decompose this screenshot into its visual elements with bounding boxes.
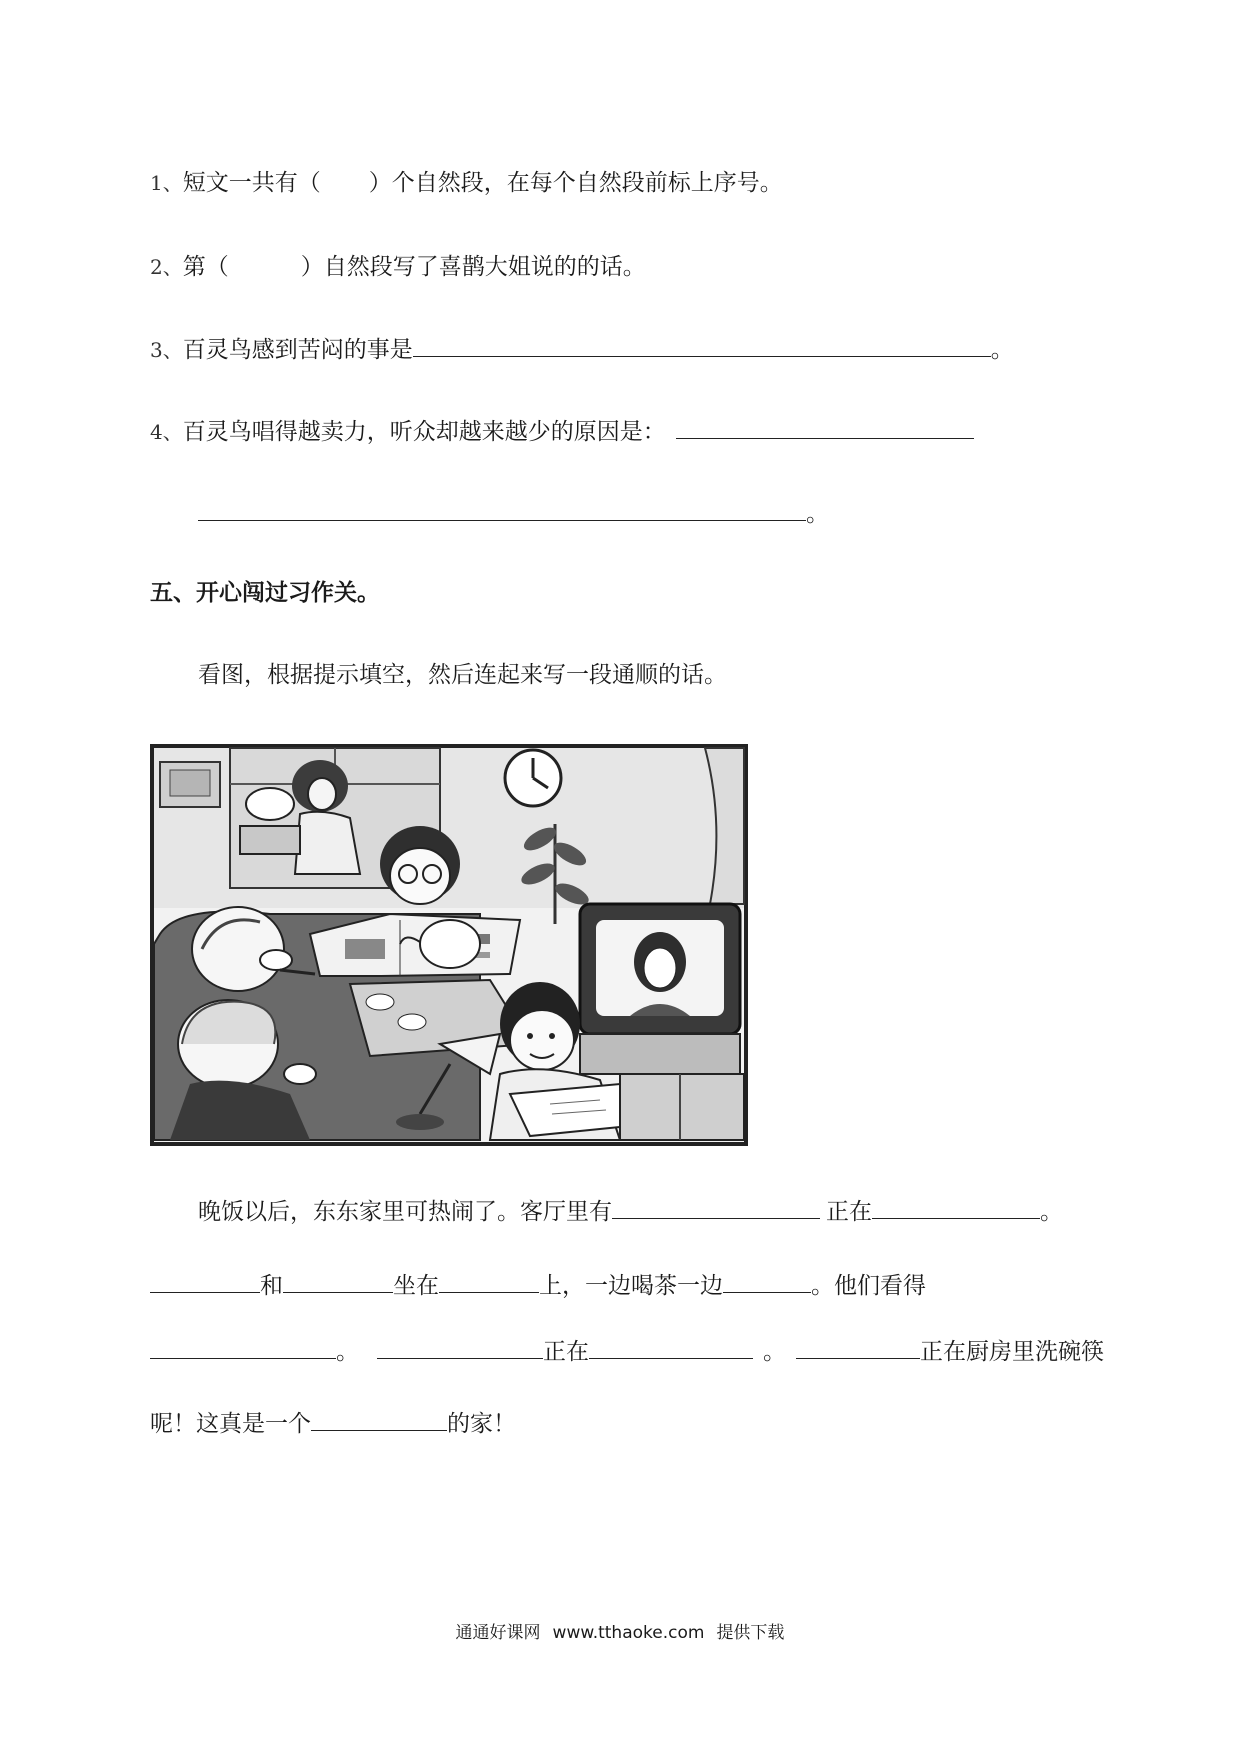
question-3 [150, 334, 1014, 365]
fill-blank[interactable] [612, 1196, 820, 1219]
question-number: 2、 [150, 255, 183, 279]
para-text: 的家！ [447, 1411, 516, 1437]
fill-blank[interactable] [439, 1270, 539, 1293]
question-number: 1、 [150, 171, 183, 195]
question-2 [150, 252, 646, 282]
fill-blank[interactable] [283, 1270, 393, 1293]
fill-blank[interactable] [311, 1408, 447, 1431]
question-4-continued [198, 498, 829, 529]
footer-tail: 提供下载 [716, 1623, 785, 1643]
para-line-3 [150, 1336, 1104, 1367]
para-line-1 [198, 1196, 1063, 1227]
fill-blank[interactable] [723, 1270, 811, 1293]
para-line-2 [150, 1270, 926, 1301]
question-text: 短文一共有（ [182, 170, 321, 196]
wall-picture [160, 762, 220, 807]
para-text: 正在 [543, 1339, 589, 1365]
para-text: 。 [763, 1339, 786, 1365]
question-text: ）自然段写了喜鹊大姐说的的话。 [300, 254, 646, 280]
question-text: ）个自然段，在每个自然段前标上序号。 [368, 170, 783, 196]
answer-blank[interactable] [198, 498, 806, 521]
question-text: 第（ [182, 254, 229, 280]
para-text: 上，一边喝茶一边 [539, 1273, 723, 1299]
family-living-room-illustration [150, 744, 748, 1146]
wall-clock [505, 750, 561, 806]
fill-blank[interactable] [796, 1336, 920, 1359]
television [580, 904, 740, 1074]
para-text: 呢！这真是一个 [150, 1411, 311, 1437]
para-line-4 [150, 1408, 516, 1439]
section-heading: 五、开心闯过习作关。 [150, 580, 380, 606]
fill-blank[interactable] [589, 1336, 753, 1359]
para-text: 和 [260, 1273, 283, 1299]
question-text: 百灵鸟唱得越卖力，听众却越来越少的原因是： [182, 419, 666, 445]
para-text: 晚饭以后，东东家里可热闹了。客厅里有 [198, 1199, 612, 1225]
fill-blank[interactable] [150, 1336, 336, 1359]
para-text: 坐在 [393, 1273, 439, 1299]
para-text: 。他们看得 [811, 1273, 926, 1299]
para-text: 正在 [826, 1199, 872, 1225]
instruction-text: 看图，根据提示填空，然后连起来写一段通顺的话。 [198, 662, 727, 688]
page-footer [0, 1618, 1240, 1643]
fill-blank[interactable] [377, 1336, 543, 1359]
para-text: 。 [336, 1339, 359, 1365]
fill-blank[interactable] [150, 1270, 260, 1293]
question-number: 4、 [150, 420, 183, 444]
question-text: 百灵鸟感到苦闷的事是 [182, 337, 413, 363]
footer-site-name: 通通好课网 [455, 1623, 541, 1643]
para-text: 正在厨房里洗碗筷 [920, 1339, 1104, 1365]
question-text: 。 [806, 501, 829, 527]
para-text: 。 [1040, 1199, 1063, 1225]
fill-blank[interactable] [872, 1196, 1040, 1219]
footer-url[interactable]: www.tthaoke.com [552, 1623, 705, 1643]
question-text: 。 [990, 337, 1014, 363]
question-4 [150, 416, 974, 447]
question-1 [150, 168, 783, 198]
answer-blank[interactable] [413, 334, 991, 357]
question-number: 3、 [150, 338, 183, 362]
answer-blank[interactable] [676, 416, 974, 439]
